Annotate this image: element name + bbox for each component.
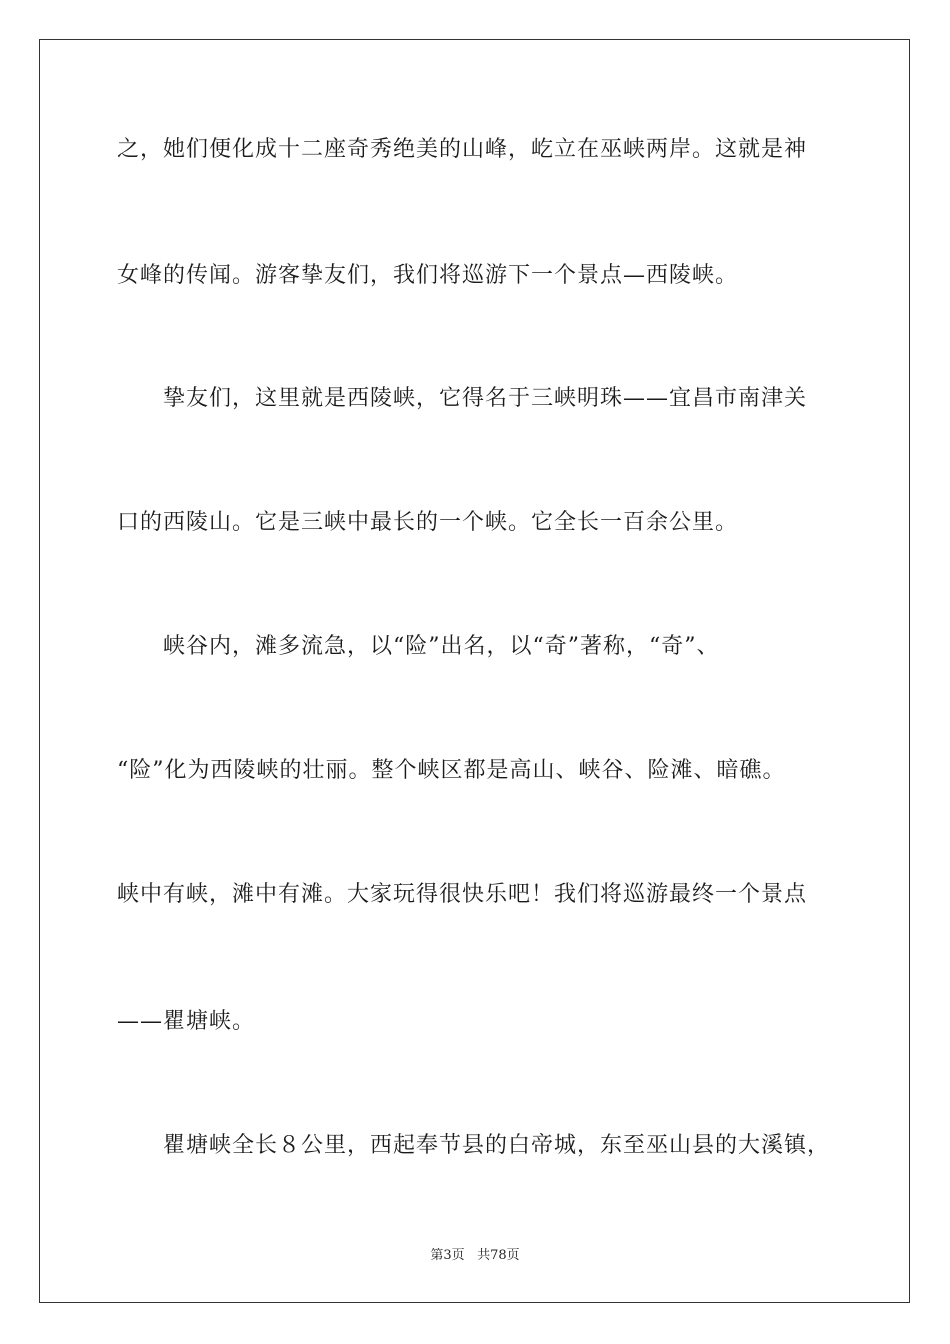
page-total: 共78页 xyxy=(477,1248,520,1263)
page-footer xyxy=(0,1248,950,1264)
text-line: 瞿塘峡全长８公里，西起奉节县的白帝城，东至巫山县的大溪镇， xyxy=(117,1133,831,1158)
page-border xyxy=(39,39,910,1303)
text-line: 峡谷内，滩多流急，以“险”出名，以“奇”著称，“奇”、 xyxy=(117,634,720,659)
text-line: 女峰的传闻。游客挚友们，我们将巡游下一个景点—西陵峡。 xyxy=(117,263,739,288)
text-line: “险”化为西陵峡的壮丽。整个峡区都是高山、峡谷、险滩、暗礁。 xyxy=(117,758,786,783)
text-line: 口的西陵山。它是三峡中最长的一个峡。它全长一百余公里。 xyxy=(117,510,739,535)
text-line: 峡中有峡，滩中有滩。大家玩得很快乐吧！我们将巡游最终一个景点 xyxy=(117,882,808,907)
page-number: 第3页 xyxy=(430,1248,465,1263)
text-line: 挚友们，这里就是西陵峡，它得名于三峡明珠——宜昌市南津关 xyxy=(117,386,808,411)
text-line: ——瞿塘峡。 xyxy=(117,1009,256,1034)
text-line: 之，她们便化成十二座奇秀绝美的山峰，屹立在巫峡两岸。这就是神 xyxy=(117,137,808,162)
